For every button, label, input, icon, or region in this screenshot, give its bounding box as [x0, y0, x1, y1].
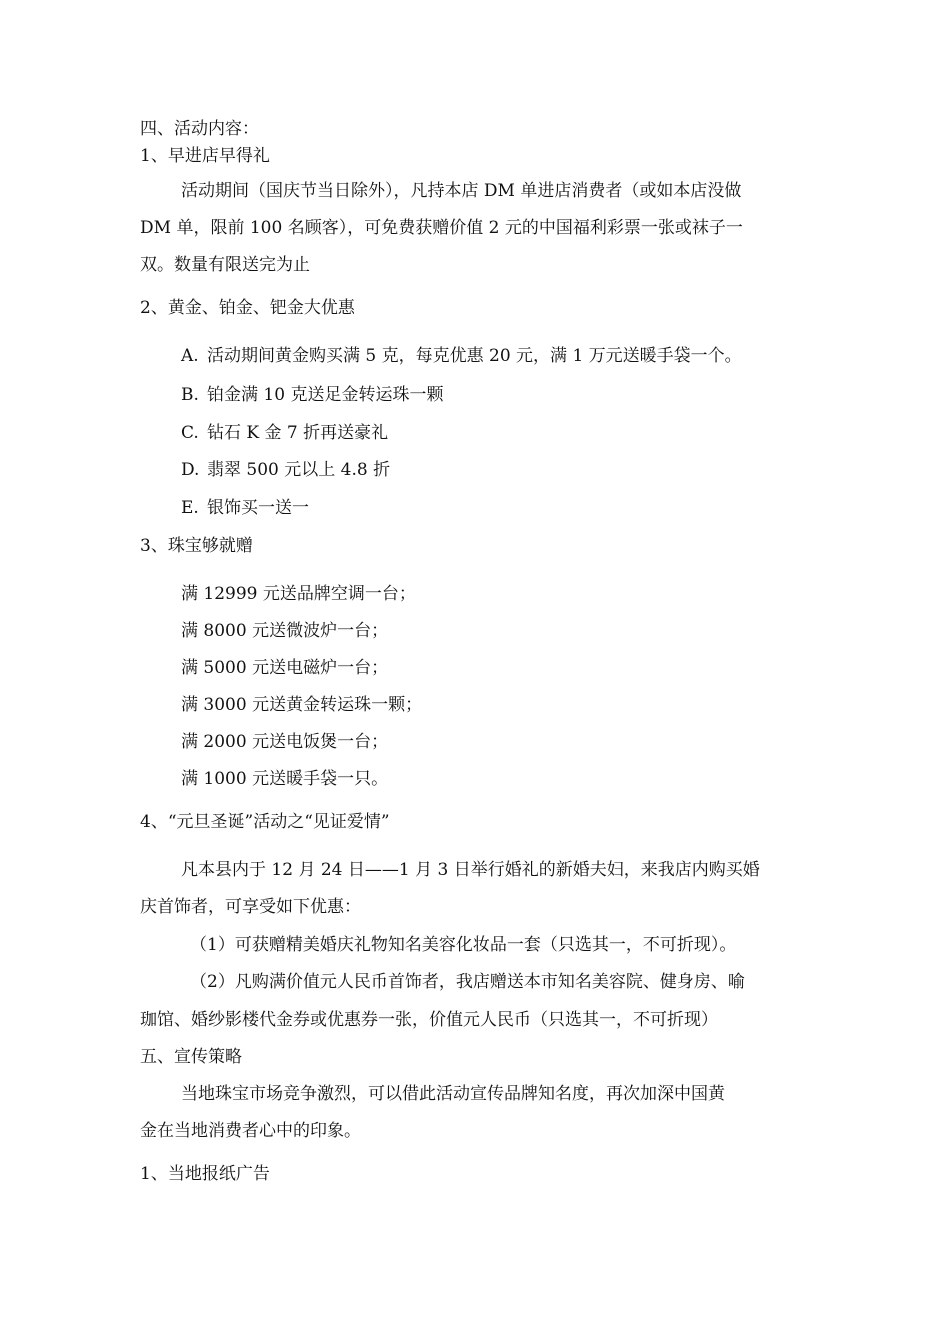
- list-item: [181, 459, 390, 481]
- item4-sub1: （1）可获赠精美婚庆礼物知名美容化妆品一套（只选其一，不可折现）。: [190, 935, 737, 955]
- item3-heading: 3、珠宝够就赠: [140, 536, 253, 556]
- list-marker: D.: [181, 460, 200, 480]
- gift-tier-item: 满 5000 元送电磁炉一台；: [181, 658, 389, 678]
- list-marker: C.: [181, 423, 199, 443]
- section5-paragraph-line1: 当地珠宝市场竞争激烈，可以借此活动宣传品牌知名度，再次加深中国黄: [181, 1084, 725, 1104]
- item1-heading: 1、早进店早得礼: [140, 146, 270, 166]
- section4-heading: 四、活动内容：: [140, 119, 259, 139]
- item1-paragraph-line2: DM 单，限前 100 名顾客），可免费获赠价值 2 元的中国福利彩票一张或袜子一: [140, 218, 743, 238]
- item4-paragraph-line2: 庆首饰者，可享受如下优惠：: [140, 897, 361, 917]
- item1-paragraph-line1: 活动期间（国庆节当日除外），凡持本店 DM 单进店消费者（或如本店没做: [181, 181, 742, 201]
- list-text: 钻石 K 金 7 折再送豪礼: [207, 423, 389, 443]
- gift-tier-item: 满 8000 元送微波炉一台；: [181, 621, 389, 641]
- list-item: [181, 345, 742, 367]
- item4-sub2-line1: （2）凡购满价值元人民币首饰者，我店赠送本市知名美容院、健身房、喻: [190, 972, 745, 992]
- section5-heading: 五、宣传策略: [140, 1047, 242, 1067]
- list-marker: A.: [181, 346, 199, 366]
- list-text: 翡翠 500 元以上 4.8 折: [207, 460, 391, 480]
- list-text: 活动期间黄金购买满 5 克，每克优惠 20 元，满 1 万元送暖手袋一个。: [207, 346, 742, 366]
- gift-tier-item: 满 12999 元送品牌空调一台；: [181, 584, 416, 604]
- item4-paragraph-line1: 凡本县内于 12 月 24 日——1 月 3 日举行婚礼的新婚夫妇，来我店内购买婚: [181, 860, 760, 880]
- section5-paragraph-line2: 金在当地消费者心中的印象。: [140, 1121, 361, 1141]
- item2-heading: 2、黄金、铂金、钯金大优惠: [140, 298, 355, 318]
- item4-heading: 4、“元旦圣诞”活动之“见证爱情”: [140, 812, 390, 832]
- list-item: [181, 384, 443, 406]
- list-item: [181, 422, 388, 444]
- list-text: 银饰买一送一: [207, 498, 309, 518]
- section5-item1-heading: 1、当地报纸广告: [140, 1164, 270, 1184]
- list-marker: B.: [181, 385, 199, 405]
- list-text: 铂金满 10 克送足金转运珠一颗: [207, 385, 444, 405]
- item4-sub2-line2: 珈馆、婚纱影楼代金券或优惠券一张，价值元人民币（只选其一，不可折现）: [140, 1010, 718, 1030]
- list-item: [181, 497, 309, 519]
- list-marker: E.: [181, 498, 199, 518]
- gift-tier-item: 满 3000 元送黄金转运珠一颗；: [181, 695, 423, 715]
- gift-tier-item: 满 1000 元送暖手袋一只。: [181, 769, 389, 789]
- gift-tier-item: 满 2000 元送电饭煲一台；: [181, 732, 389, 752]
- item1-paragraph-line3: 双。数量有限送完为止: [140, 255, 310, 275]
